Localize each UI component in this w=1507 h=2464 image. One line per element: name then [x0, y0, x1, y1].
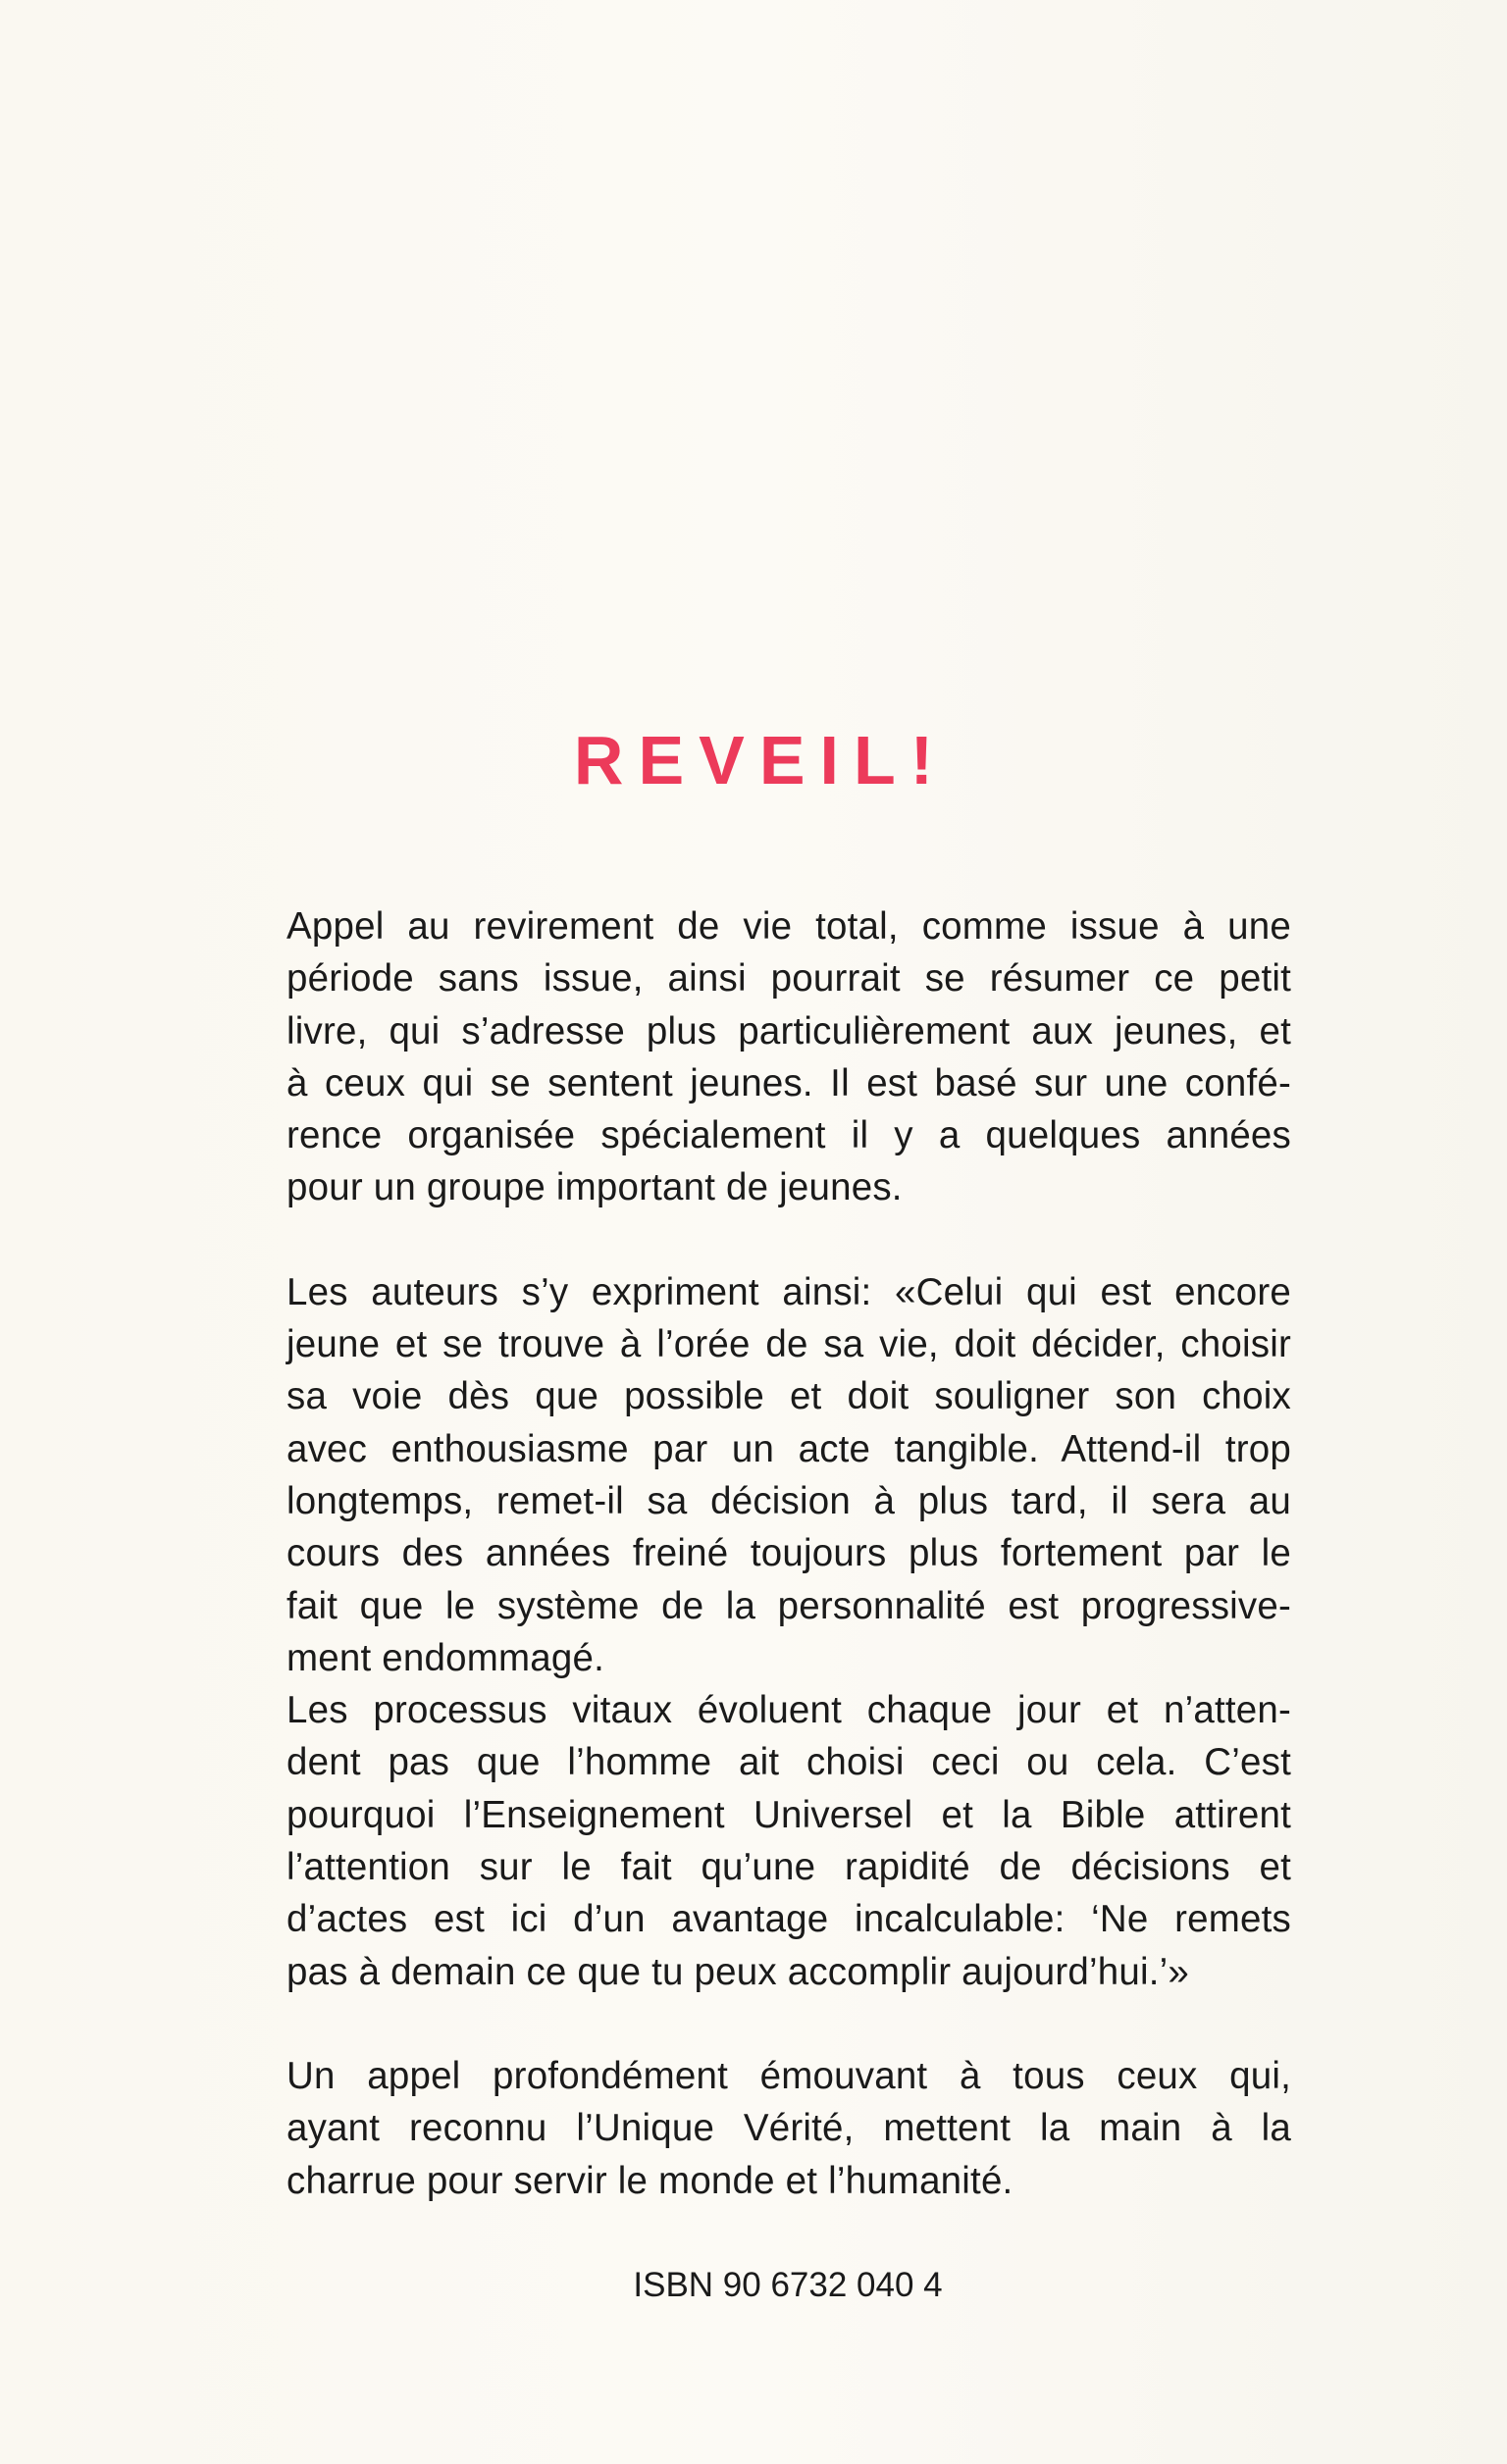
blurb-text [286, 900, 1291, 2207]
paragraph-closing [286, 2050, 1291, 2207]
isbn-number: ISBN 90 6732 040 4 [633, 2266, 943, 2304]
text-line: pour un groupe important de jeunes. [286, 1166, 903, 1209]
text-line: Les processus vitaux évoluent chaque jour et n’atten- [286, 1689, 1291, 1732]
text-line: pourquoi l’Enseignement Universel et la Bible attirent [286, 1793, 1291, 1836]
text-line: avec enthousiasme par un acte tangible. Attend-il trop [286, 1427, 1291, 1470]
book-title: REVEIL! [573, 722, 949, 798]
text-line: ayant reconnu l’Unique Vérité, mettent la main à la [286, 2107, 1291, 2150]
text-line: Un appel profondément émouvant à tous ceux qui, [286, 2054, 1291, 2097]
text-line: dent pas que l’homme ait choisi ceci ou cela. C’est [286, 1741, 1291, 1784]
text-line: à ceux qui se sentent jeunes. Il est basé sur une confé- [286, 1061, 1291, 1104]
text-line: période sans issue, ainsi pourrait se résumer ce petit [286, 957, 1291, 1001]
text-line: livre, qui s’adresse plus particulièrement aux jeunes, et [286, 1009, 1291, 1052]
text-line: charrue pour servir le monde et l’humanité. [286, 2159, 1013, 2202]
text-line: l’attention sur le fait qu’une rapidité de décisions et [286, 1846, 1291, 1889]
paragraph-gap [286, 1998, 1291, 2050]
paragraph-quote-start [286, 1266, 1291, 1684]
text-line: pas à demain ce que tu peux accomplir aujourd’hui.’» [286, 1950, 1189, 1993]
text-line: jeune et se trouve à l’orée de sa vie, doit décider, choisir [286, 1323, 1291, 1366]
text-line: cours des années freiné toujours plus fortement par le [286, 1532, 1291, 1575]
text-line: sa voie dès que possible et doit souligner son choix [286, 1375, 1291, 1418]
text-line: rence organisée spécialement il y a quelques années [286, 1114, 1291, 1157]
text-line: ment endommagé. [286, 1636, 605, 1679]
text-line: Appel au revirement de vie total, comme issue à une [286, 905, 1291, 948]
text-line: d’actes est ici d’un avantage incalculable: ‘Ne remets [286, 1898, 1291, 1941]
paragraph-gap [286, 1214, 1291, 1266]
paragraph-intro [286, 900, 1291, 1214]
paragraph-quote-end [286, 1684, 1291, 1998]
text-line: Les auteurs s’y expriment ainsi: «Celui qui est encore [286, 1270, 1291, 1313]
text-line: fait que le système de la personnalité est progressive- [286, 1584, 1291, 1627]
text-line: longtemps, remet-il sa décision à plus tard, il sera au [286, 1479, 1291, 1522]
